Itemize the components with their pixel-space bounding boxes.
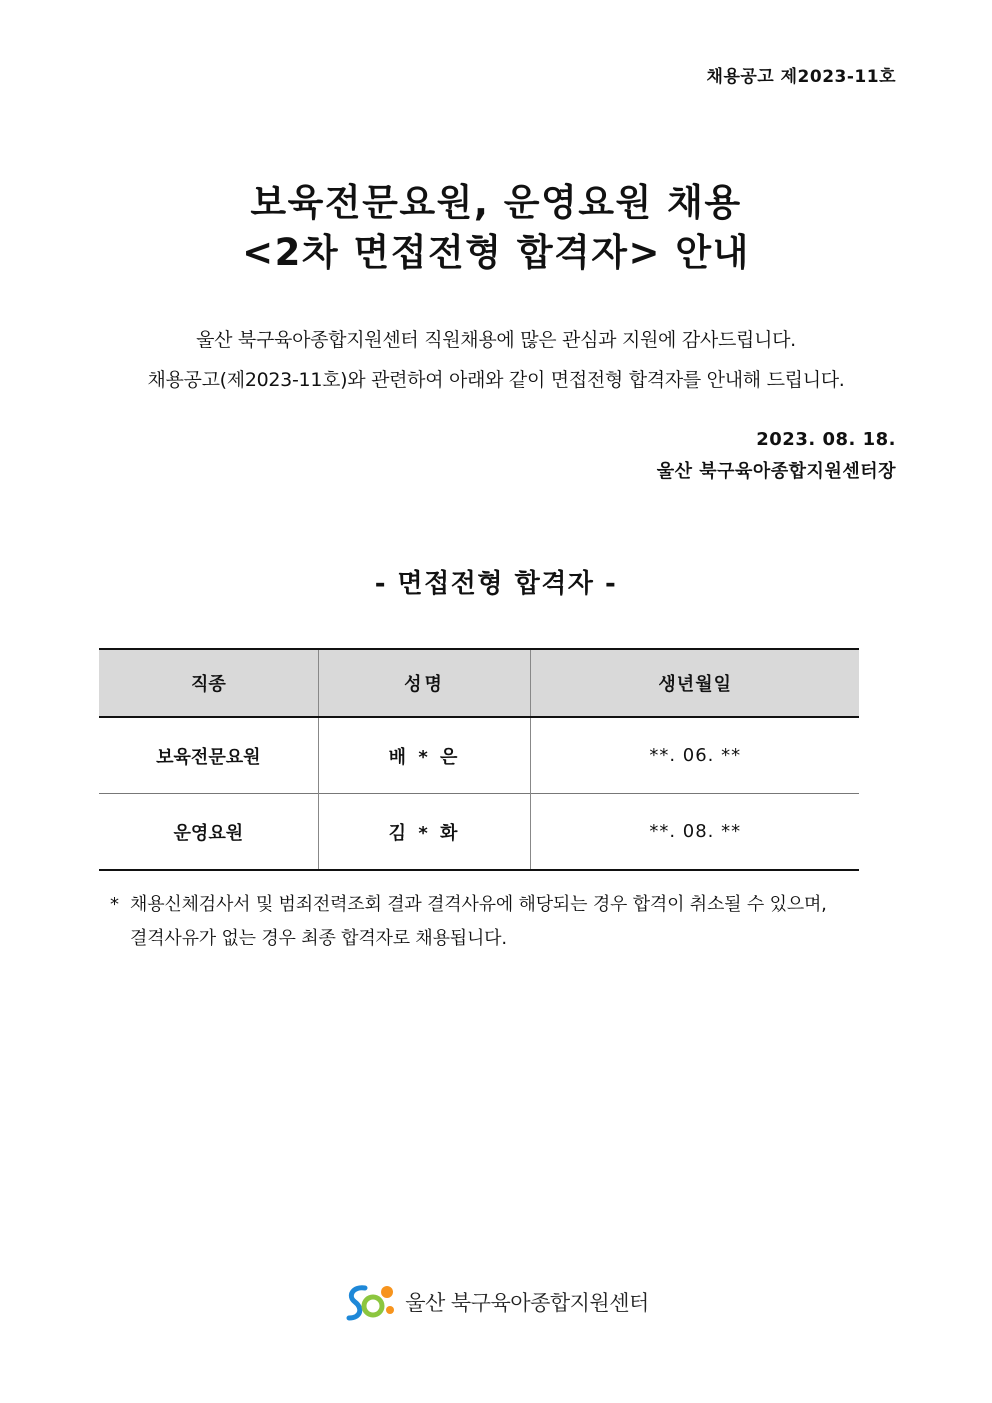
footnote-text-1: 채용신체검사서 및 범죄전력조회 결과 결격사유에 해당되는 경우 합격이 취소될 수 있으며, xyxy=(130,894,827,915)
results-table xyxy=(99,648,859,871)
section-title: - 면접전형 합격자 - xyxy=(374,569,618,599)
header-name: 성명 xyxy=(318,649,531,717)
title-line-1: 보육전문요원, 운영요원 채용 xyxy=(250,181,742,224)
title-line-2: <2차 면접전형 합격자> 안내 xyxy=(242,231,750,274)
notice-number: 채용공고 제2023-11호 xyxy=(706,67,896,87)
footnote-line-1 xyxy=(110,888,890,922)
footnote-line-2: 결격사유가 없는 경우 최종 합격자로 채용됩니다. xyxy=(130,928,507,949)
announcement-date: 2023. 08. 18. xyxy=(756,429,896,450)
footer xyxy=(0,1280,992,1324)
intro-line-2: 채용공고(제2023-11호)와 관련하여 아래와 같이 면접전형 합격자를 안내해 드립니다. xyxy=(147,369,845,391)
cell-name: 김 * 화 xyxy=(318,794,531,871)
date-block xyxy=(657,424,896,488)
table-header-row xyxy=(99,649,859,717)
table-row xyxy=(99,717,859,794)
issuer-name: 울산 북구육아종합지원센터장 xyxy=(656,461,896,482)
cell-birthdate: **. 08. ** xyxy=(531,794,859,871)
cell-job: 운영요원 xyxy=(99,794,318,871)
cell-name: 배 * 은 xyxy=(318,717,531,794)
header-job: 직종 xyxy=(99,649,318,717)
header-birthdate: 생년월일 xyxy=(531,649,859,717)
intro-line-1: 울산 북구육아종합지원센터 직원채용에 많은 관심과 지원에 감사드립니다. xyxy=(196,329,796,351)
intro-text xyxy=(0,320,992,400)
footnote-mark: * xyxy=(110,894,119,915)
cell-job: 보육전문요원 xyxy=(99,717,318,794)
page-title xyxy=(0,178,992,278)
footnote xyxy=(110,888,890,956)
footer-org-name: 울산 북구육아종합지원센터 xyxy=(405,1291,649,1315)
table-row xyxy=(99,794,859,871)
center-logo-icon xyxy=(343,1280,399,1324)
cell-birthdate: **. 06. ** xyxy=(531,717,859,794)
